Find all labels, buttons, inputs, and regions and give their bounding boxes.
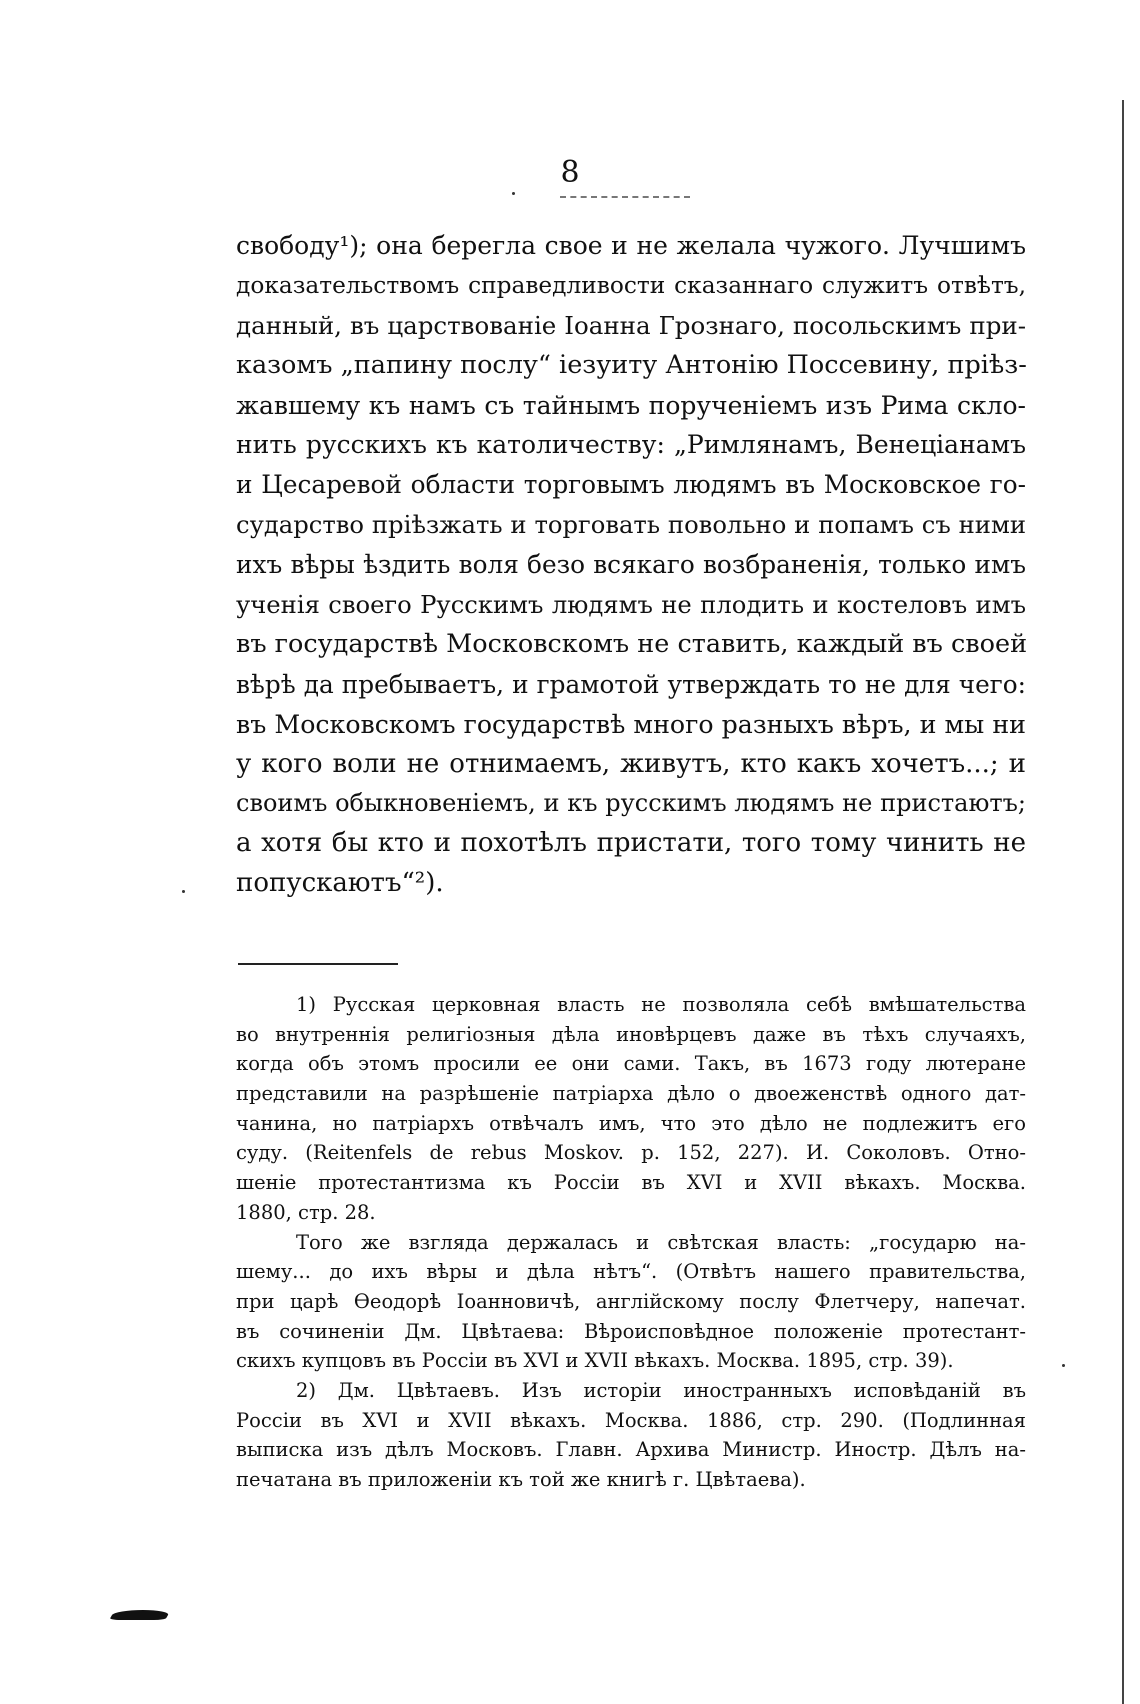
footnote-line: шему... до ихъ вѣры и дѣла нѣтъ“. (Отвѣтъ нашего правительства, [236, 1260, 1026, 1284]
text-line: попускаютъ“²). [236, 868, 444, 899]
footnote-line: 2) Дм. Цвѣтаевъ. Изъ исторіи иностранныхъ исповѣданій въ [296, 1378, 1026, 1402]
text-line: и Цесаревой области торговымъ людямъ въ Московское го- [236, 470, 1026, 500]
text-line: казомъ „папину послу“ іезуиту Антонію Поссевину, пріѣз- [236, 349, 1027, 380]
ink-smudge [109, 1610, 171, 1620]
main-text [236, 226, 1026, 904]
text-line: вѣрѣ да пребываетъ, и грамотой утверждать то не для чего: [236, 669, 1026, 699]
text-line: свободу¹); она берегла свое и не желала чужого. Лучшимъ [236, 231, 1026, 260]
text-line: нить русскихъ къ католичеству: „Римлянамъ, Венеціанамъ [236, 430, 1026, 460]
footnote-line: суду. (Reitenfels de rebus Moskov. p. 152, 227). И. Соколовъ. Отно- [236, 1141, 1026, 1165]
text-line: сударство пріѣзжать и торговать повольно и попамъ съ ними [236, 510, 1026, 540]
footnote-line: во внутреннія религіозныя дѣла иновѣрцевъ даже въ тѣхъ случаяхъ, [236, 1022, 1026, 1046]
page-number-rule [560, 196, 690, 198]
footnote-line: шеніе протестантизма къ Россіи въ XVI и XVII вѣкахъ. Москва. [236, 1171, 1026, 1195]
ink-speck [1062, 1364, 1065, 1367]
text-line: доказательствомъ справедливости сказаннаго служитъ отвѣтъ, [236, 271, 1026, 299]
ink-speck [512, 192, 515, 195]
text-line: ихъ вѣры ѣздить воля безо всякаго возбраненія, только имъ [236, 550, 1026, 580]
footnote-line: Россіи въ XVI и XVII вѣкахъ. Москва. 1886, стр. 290. (Подлинная [236, 1408, 1026, 1432]
footnote-line: въ сочиненіи Дм. Цвѣтаева: Вѣроисповѣдное положеніе протестант- [236, 1319, 1026, 1343]
text-line: въ государствѣ Московскомъ не ставить, каждый въ своей [236, 628, 1028, 659]
text-line: данный, въ царствованіе Іоанна Грознаго, посольскимъ при- [236, 310, 1026, 340]
text-line: ученія своего Русскимъ людямъ не плодить и костеловъ имъ [236, 590, 1026, 620]
text-line: въ Московскомъ государствѣ много разныхъ вѣръ, и мы ни [236, 709, 1026, 739]
footnote-line: выписка изъ дѣлъ Московъ. Главн. Архива Министр. Иностр. Дѣлъ на- [236, 1438, 1026, 1462]
footnote-line: печатана въ приложеніи къ той же книгѣ г. Цвѣтаева). [236, 1468, 806, 1491]
footnote-line: 1) Русская церковная власть не позволяла себѣ вмѣшательства [296, 993, 1026, 1016]
text-line: своимъ обыкновеніемъ, и къ русскимъ людямъ не пристаютъ; [236, 789, 1026, 818]
footnote-line: чанина, но патріархъ отвѣчалъ имъ, что это дѣло не подлежитъ его [236, 1111, 1026, 1135]
footnote-line: при царѣ Ѳеодорѣ Іоанновичѣ, англійскому послу Флетчеру, напечат. [236, 1289, 1026, 1313]
text-line: у кого воли не отнимаемъ, живутъ, кто какъ хочетъ...; и [236, 748, 1026, 779]
text-line: а хотя бы кто и похотѣлъ пристати, того тому чинить не [236, 828, 1026, 859]
footnote-rule [238, 963, 398, 965]
footnote-line: скихъ купцовъ въ Россіи въ XVI и XVII вѣкахъ. Москва. 1895, стр. 39). [236, 1349, 954, 1373]
page-edge-line [1122, 100, 1124, 1704]
footnote-line: 1880, стр. 28. [236, 1200, 376, 1224]
footnotes [236, 990, 1026, 1495]
page-number: 8 [560, 155, 580, 190]
ink-speck [182, 890, 185, 893]
footnote-line: представили на разрѣшеніе патріарха дѣло о двоеженствѣ одного дат- [236, 1082, 1026, 1106]
footnote-line: Того же взгляда держалась и свѣтская власть: „государю на- [296, 1230, 1026, 1254]
text-line: жавшему къ намъ съ тайнымъ порученіемъ изъ Рима скло- [236, 390, 1026, 420]
footnote-line: когда объ этомъ просили ее они сами. Такъ, въ 1673 году лютеране [236, 1052, 1026, 1076]
